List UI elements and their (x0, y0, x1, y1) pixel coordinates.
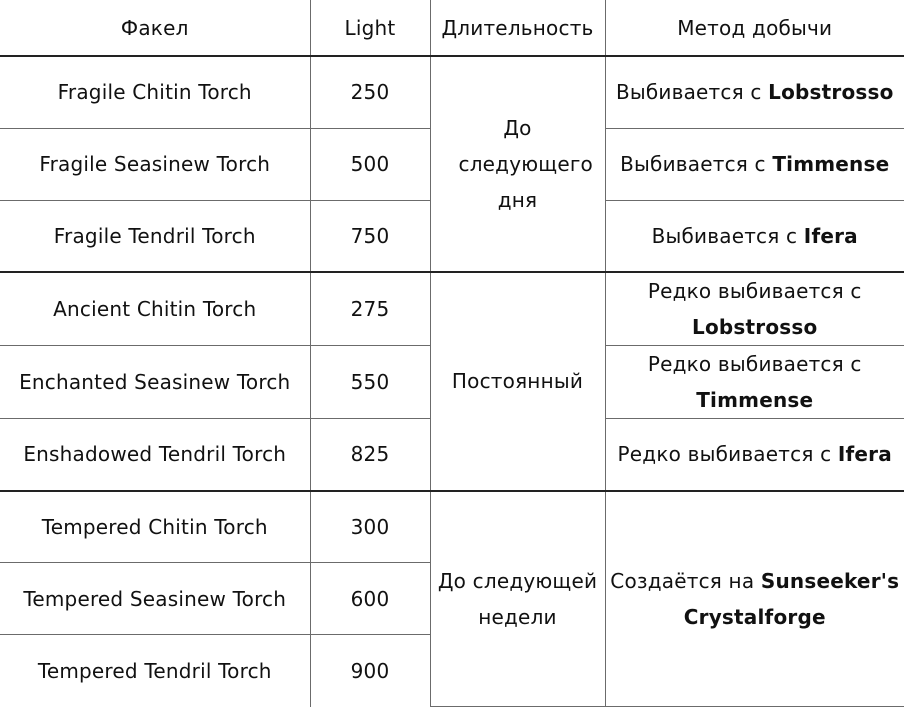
method-prefix: Выбивается с (615, 80, 769, 105)
duration-text: До следующей недели (437, 568, 598, 629)
torch-name: Ancient Chitin Torch (0, 272, 310, 346)
header-duration: Длительность (430, 0, 605, 56)
torch-name: Fragile Tendril Torch (0, 200, 310, 272)
light-value: 275 (310, 272, 430, 346)
header-light: Light (310, 0, 430, 56)
torch-name: Fragile Seasinew Torch (0, 128, 310, 200)
method-cell (605, 272, 904, 346)
header-method: Метод добычи (605, 0, 904, 56)
duration-text: Постоянный (451, 369, 584, 394)
light-value: 750 (310, 200, 430, 272)
method-prefix: Редко выбивается с (647, 279, 862, 303)
method-cell (605, 56, 904, 128)
light-value: 500 (310, 128, 430, 200)
method-prefix: Создаётся на (610, 568, 761, 593)
light-value: 300 (310, 491, 430, 563)
method-source: Timmense (772, 152, 890, 176)
duration-cell (430, 272, 605, 491)
method-source: Ifera (837, 442, 892, 467)
light-value: 825 (310, 419, 430, 491)
method-cell (605, 200, 904, 272)
light-value: 250 (310, 56, 430, 128)
table-row (0, 272, 904, 346)
method-cell (605, 419, 904, 491)
light-value: 900 (310, 635, 430, 707)
torch-name: Tempered Seasinew Torch (0, 563, 310, 635)
duration-text: До следующего дня (458, 116, 593, 212)
torch-name: Fragile Chitin Torch (0, 56, 310, 128)
header-torch: Факел (0, 0, 310, 56)
method-source: Lobstrosso (692, 315, 818, 339)
torch-name: Tempered Chitin Torch (0, 491, 310, 563)
torch-name: Enchanted Seasinew Torch (0, 346, 310, 419)
duration-cell (430, 491, 605, 707)
method-cell (605, 346, 904, 419)
method-source: Sunseeker's Crystalforge (683, 568, 900, 629)
table-row (0, 491, 904, 563)
method-prefix: Редко выбивается с (617, 442, 838, 467)
method-cell (605, 491, 904, 707)
duration-cell (430, 56, 605, 272)
method-prefix: Редко выбивается с (647, 352, 862, 376)
method-source: Ifera (803, 223, 858, 248)
method-prefix: Выбивается с (620, 152, 773, 176)
method-cell (605, 128, 904, 200)
method-prefix: Выбивается с (651, 223, 804, 248)
torch-name: Tempered Tendril Torch (0, 635, 310, 707)
torch-name: Enshadowed Tendril Torch (0, 419, 310, 491)
method-source: Lobstrosso (768, 80, 894, 105)
table-row (0, 56, 904, 128)
light-value: 600 (310, 563, 430, 635)
header-row (0, 0, 904, 56)
method-source: Timmense (696, 388, 814, 412)
light-value: 550 (310, 346, 430, 419)
